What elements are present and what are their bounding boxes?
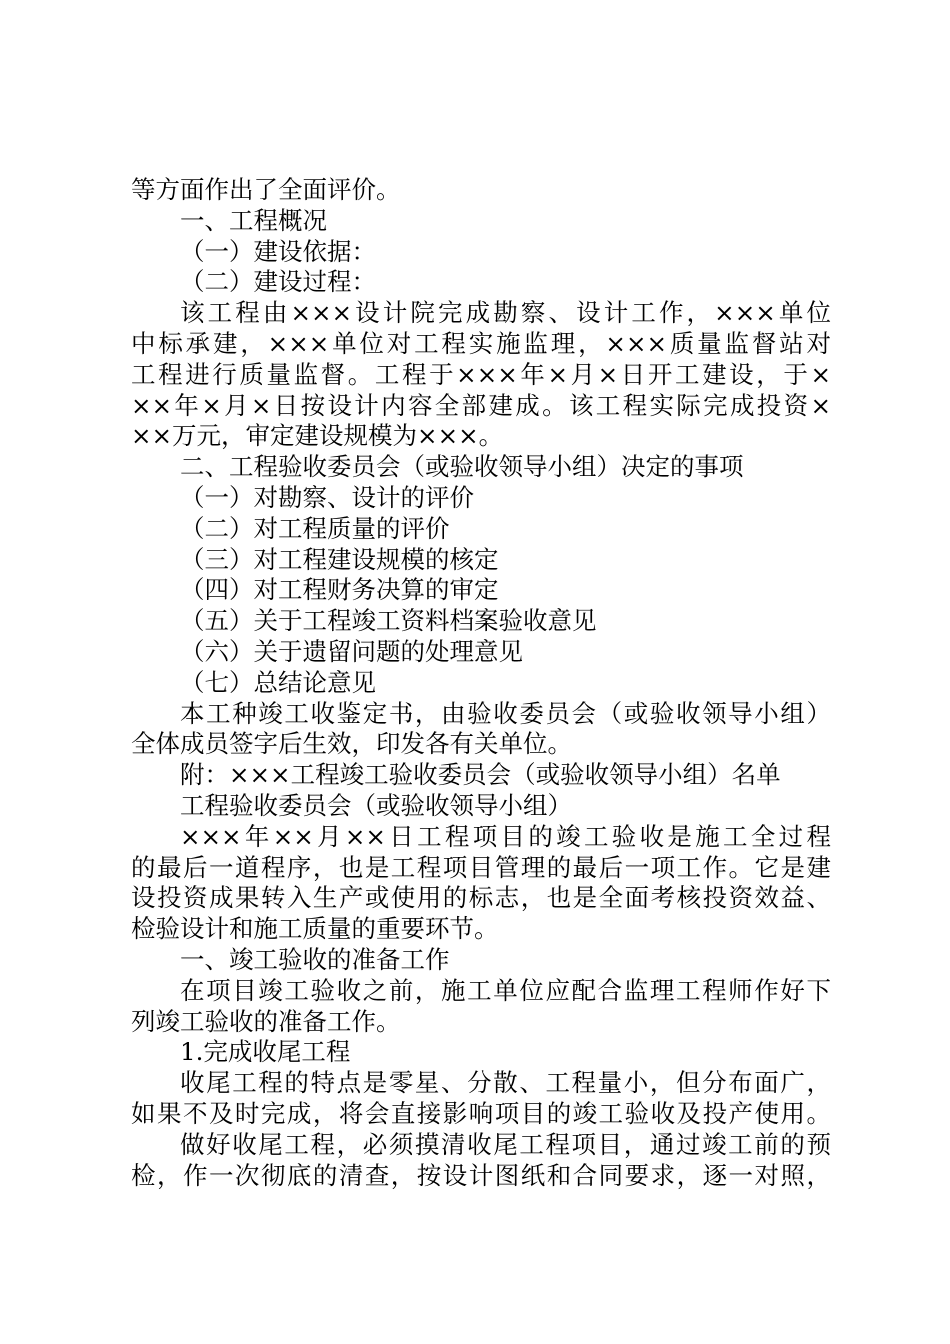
text-line: （四）对工程财务决算的审定 xyxy=(180,575,499,605)
text-line: （一）建设依据： xyxy=(180,236,376,266)
text-line: 二、工程验收委员会（或验收领导小组）决定的事项 xyxy=(180,452,744,482)
text-line: 列竣工验收的准备工作。 xyxy=(131,1006,401,1036)
text-line: （五）关于工程竣工资料档案验收意见 xyxy=(180,606,597,636)
text-line: （一）对勘察、设计的评价 xyxy=(180,482,474,512)
text-line: 检，作一次彻底的清查，按设计图纸和合同要求，逐一对照， xyxy=(131,1160,831,1190)
text-line: 1.完成收尾工程 xyxy=(180,1037,351,1067)
text-line: 一、工程概况 xyxy=(180,205,327,235)
text-line: 收尾工程的特点是零星、分散、工程量小，但分布面广， xyxy=(180,1068,831,1098)
text-line: ××年×月×日按设计内容全部建成。该工程实际完成投资× xyxy=(131,390,831,420)
text-line: 在项目竣工验收之前，施工单位应配合监理工程师作好下 xyxy=(180,975,831,1005)
text-line: 设投资成果转入生产或使用的标志，也是全面考核投资效益、 xyxy=(131,883,831,913)
text-line: （二）对工程质量的评价 xyxy=(180,513,450,543)
text-line: 该工程由×××设计院完成勘察、设计工作，×××单位 xyxy=(180,298,831,328)
text-line: （二）建设过程： xyxy=(180,267,376,297)
text-line: 检验设计和施工质量的重要环节。 xyxy=(131,914,499,944)
text-line: 做好收尾工程，必须摸清收尾工程项目，通过竣工前的预 xyxy=(180,1129,831,1159)
text-line: 工程验收委员会（或验收领导小组） xyxy=(180,790,572,820)
text-line: 工程进行质量监督。工程于×××年×月×日开工建设，于× xyxy=(131,359,831,389)
text-line: 的最后一道程序，也是工程项目管理的最后一项工作。它是建 xyxy=(131,852,831,882)
text-line: 一、竣工验收的准备工作 xyxy=(180,944,450,974)
text-line: 中标承建，×××单位对工程实施监理，×××质量监督站对 xyxy=(131,328,831,358)
text-line: （三）对工程建设规模的核定 xyxy=(180,544,499,574)
text-line: （六）关于遗留问题的处理意见 xyxy=(180,636,523,666)
text-line: ××万元，审定建设规模为×××。 xyxy=(131,421,504,451)
text-line: ×××年××月××日工程项目的竣工验收是施工全过程 xyxy=(180,821,831,851)
text-line: 本工种竣工收鉴定书，由验收委员会（或验收领导小组） xyxy=(180,698,831,728)
text-line: 附：×××工程竣工验收委员会（或验收领导小组）名单 xyxy=(180,760,781,790)
text-line: （七）总结论意见 xyxy=(180,667,376,697)
text-line: 等方面作出了全面评价。 xyxy=(131,175,401,204)
text-line: 如果不及时完成，将会直接影响项目的竣工验收及投产使用。 xyxy=(131,1098,831,1128)
document-body xyxy=(131,175,831,1191)
text-line: 全体成员签字后生效，印发各有关单位。 xyxy=(131,729,572,759)
